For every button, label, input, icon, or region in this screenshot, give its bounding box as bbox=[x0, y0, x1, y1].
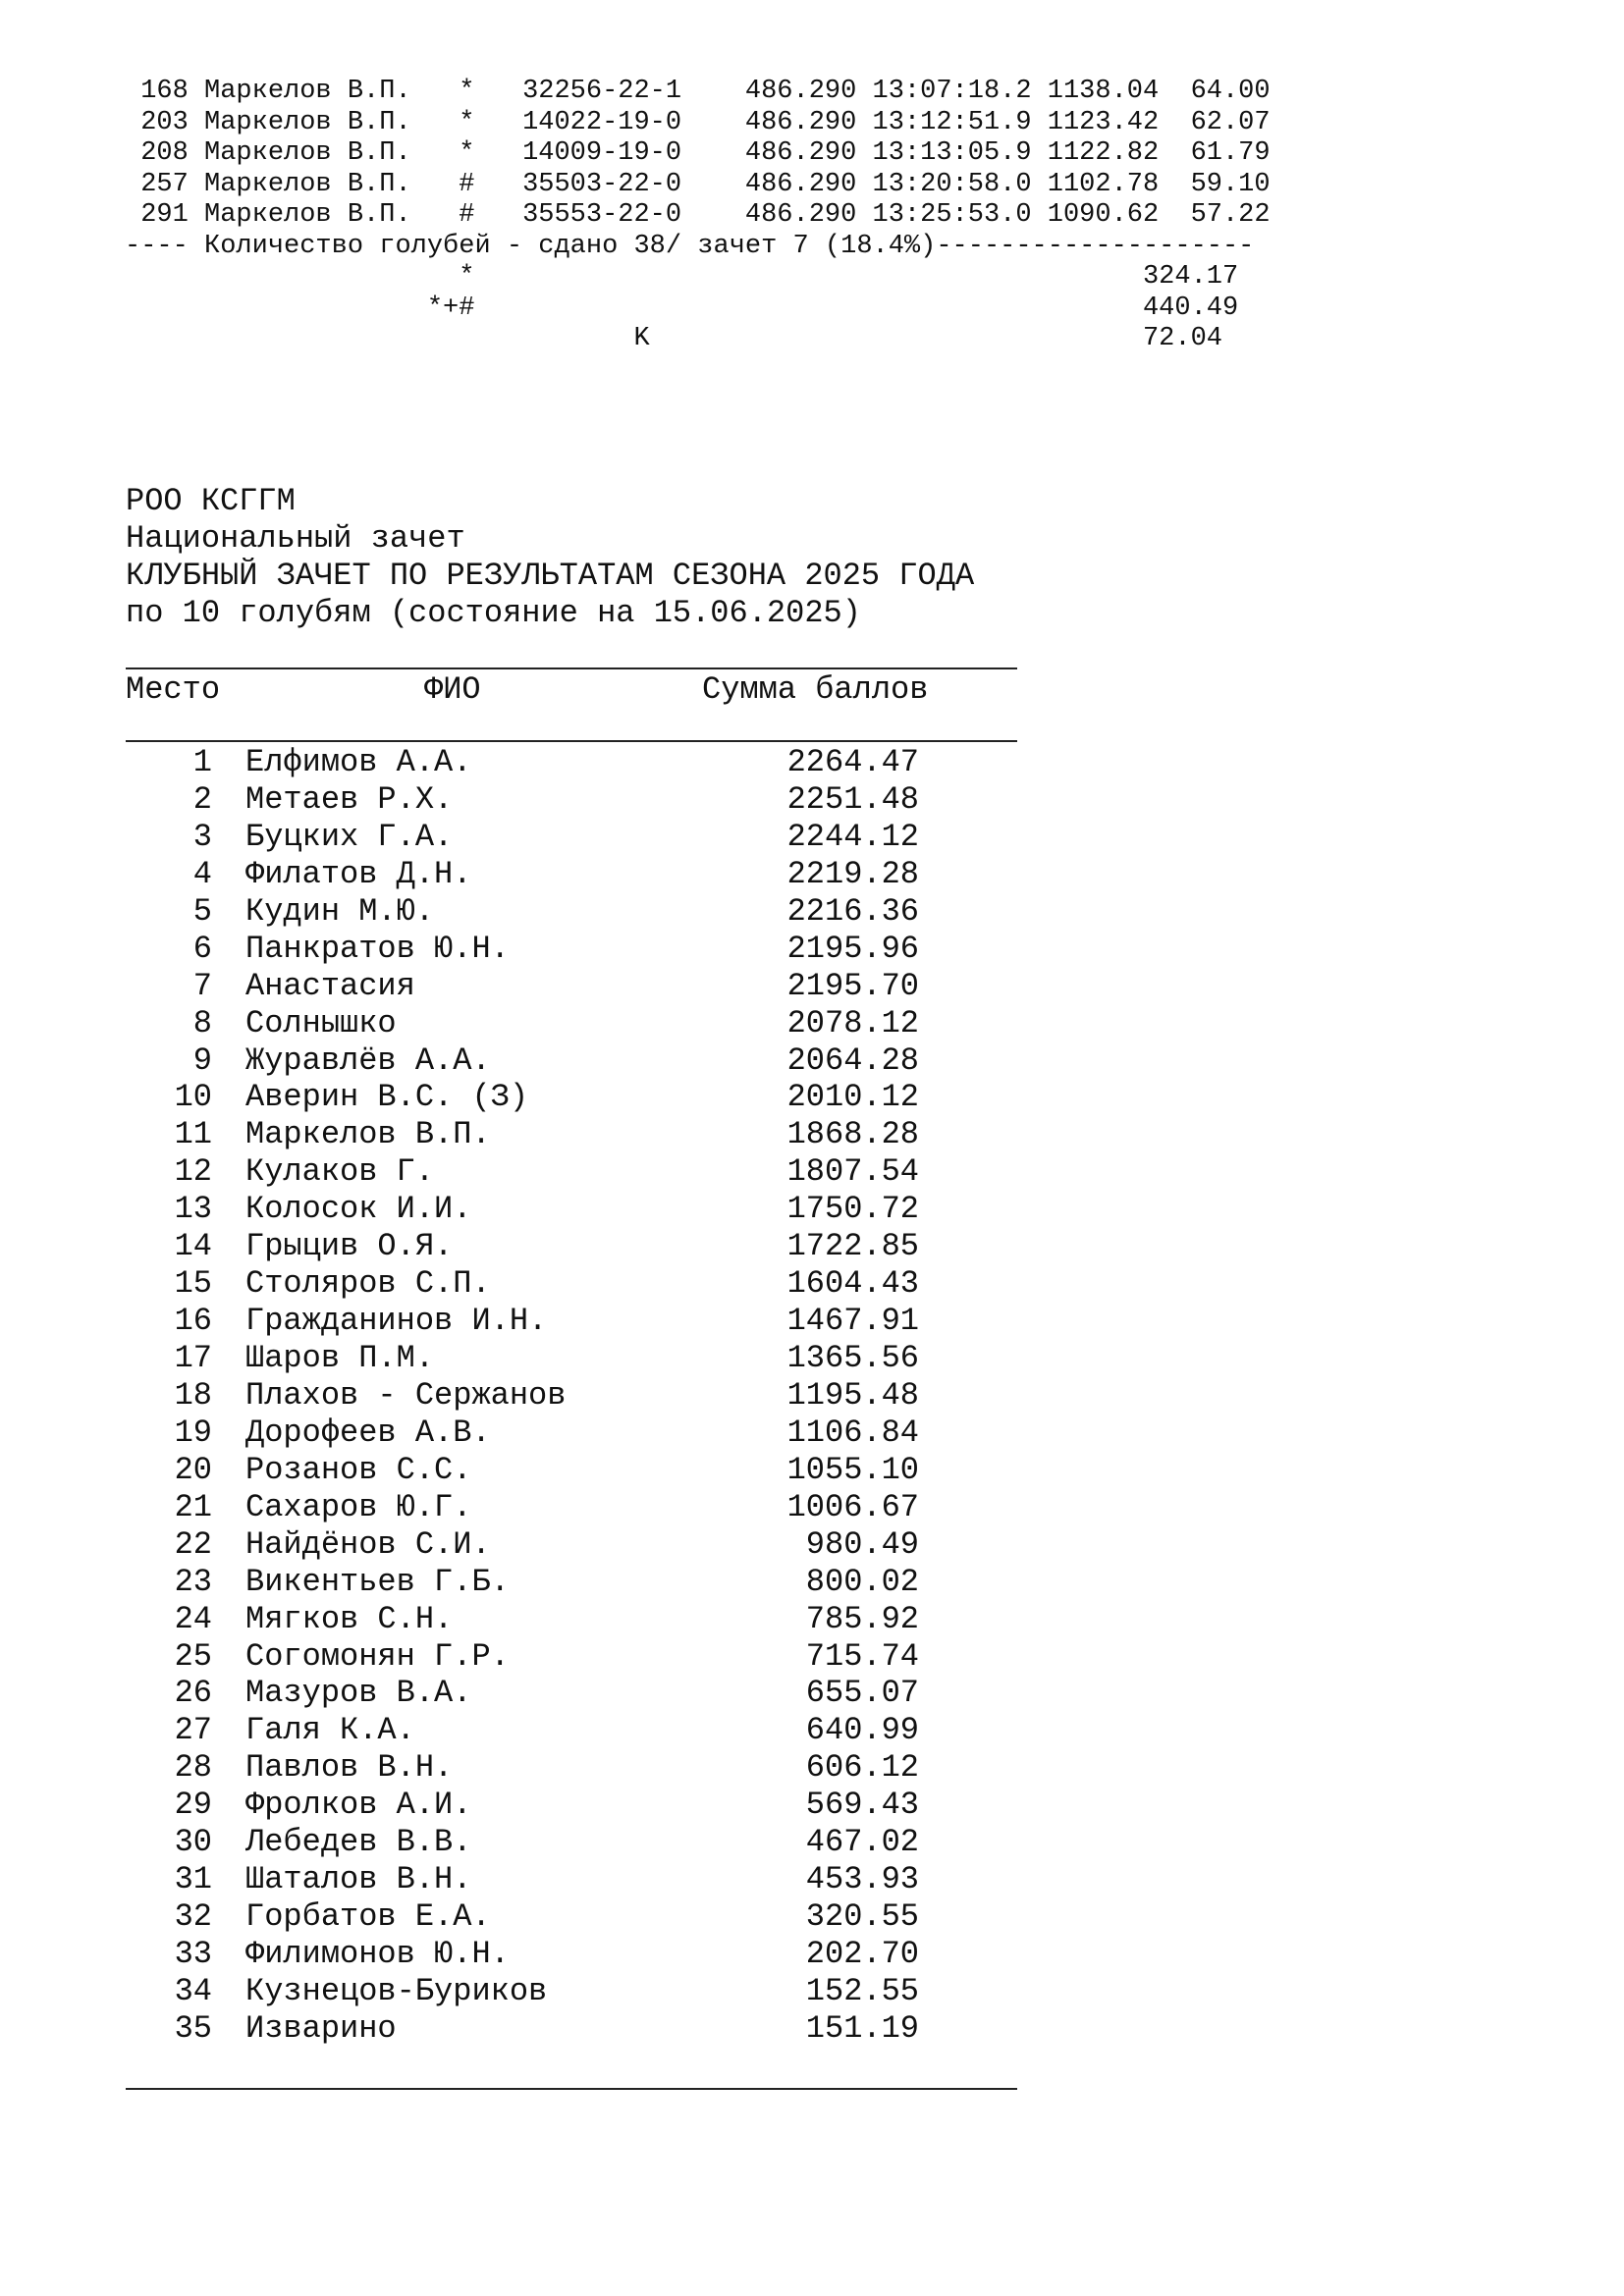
table-row bbox=[126, 1116, 1017, 1153]
total-line: K 72.04 bbox=[125, 324, 1222, 353]
table-row bbox=[126, 1005, 1017, 1042]
row-score: 2064.28 bbox=[786, 1041, 919, 1079]
row-name: Викентьев Г.Б. bbox=[245, 1563, 510, 1600]
race-results-listing bbox=[125, 77, 1271, 355]
row-name: Шаталов В.Н. bbox=[245, 1861, 472, 1898]
table-row bbox=[126, 1452, 1017, 1489]
row-name: Мазуров В.А. bbox=[245, 1675, 472, 1712]
row-score: 1365.56 bbox=[786, 1340, 919, 1376]
row-score: 785.92 bbox=[805, 1600, 919, 1637]
row-name: Солнышко bbox=[245, 1004, 397, 1041]
row-name: Филимонов Ю.Н. bbox=[245, 1936, 510, 1972]
row-name: Плахов - Сержанов bbox=[245, 1376, 567, 1414]
table-row bbox=[126, 744, 1017, 781]
row-name: Метаев Р.Х. bbox=[245, 780, 454, 818]
table-row bbox=[126, 1079, 1017, 1116]
result-row: 203 Маркелов В.П. * 14022-19-0 486.290 13:12:51.9 1123.42 62.07 bbox=[125, 107, 1271, 137]
row-name: Елфимов А.А. bbox=[245, 744, 472, 780]
table-row bbox=[126, 1898, 1017, 1936]
row-score: 800.02 bbox=[805, 1563, 919, 1600]
row-place: 34 bbox=[174, 1972, 212, 2009]
row-score: 1807.54 bbox=[786, 1153, 919, 1191]
table-row bbox=[126, 1191, 1017, 1228]
row-name: Кудин М.Ю. bbox=[245, 892, 435, 930]
result-row: 168 Маркелов В.П. * 32256-22-1 486.290 13:07:18.2 1138.04 64.00 bbox=[125, 77, 1271, 106]
pigeon-count-line: ---- Количество голубей - сдано 38/ зачет 7 (18.4%)-------------------- bbox=[125, 231, 1255, 261]
total-line: * 324.17 bbox=[125, 262, 1239, 292]
table-row bbox=[126, 1936, 1017, 1973]
row-place: 16 bbox=[174, 1303, 212, 1340]
column-header-score: Сумма баллов bbox=[702, 671, 929, 708]
row-score: 715.74 bbox=[805, 1637, 919, 1675]
row-score: 980.49 bbox=[805, 1525, 919, 1563]
table-row bbox=[126, 1526, 1017, 1564]
row-name: Аверин В.С. (З) bbox=[245, 1079, 529, 1116]
table-row bbox=[126, 1824, 1017, 1861]
table-row bbox=[126, 1042, 1017, 1080]
row-score: 1106.84 bbox=[786, 1414, 919, 1451]
result-row: 257 Маркелов В.П. # 35503-22-0 486.290 13:20:58.0 1102.78 59.10 bbox=[125, 169, 1271, 199]
row-place: 22 bbox=[174, 1525, 212, 1563]
table-row bbox=[126, 1228, 1017, 1265]
row-place: 26 bbox=[174, 1675, 212, 1712]
table-row bbox=[126, 819, 1017, 856]
standings-subtitle: Национальный зачет bbox=[126, 520, 465, 557]
table-row bbox=[126, 1861, 1017, 1898]
row-place: 19 bbox=[174, 1414, 212, 1451]
row-place: 1 bbox=[192, 744, 212, 780]
row-place: 29 bbox=[174, 1787, 212, 1824]
result-row: 291 Маркелов В.П. # 35553-22-0 486.290 13:25:53.0 1090.62 57.22 bbox=[125, 200, 1271, 230]
row-score: 640.99 bbox=[805, 1712, 919, 1749]
row-name: Сахаров Ю.Г. bbox=[245, 1488, 472, 1525]
organization-name: РОО КСГГМ bbox=[126, 483, 296, 519]
row-name: Столяров С.П. bbox=[245, 1265, 491, 1303]
row-name: Лебедев В.В. bbox=[245, 1824, 472, 1861]
table-row bbox=[126, 781, 1017, 819]
row-score: 152.55 bbox=[805, 1972, 919, 2009]
row-place: 17 bbox=[174, 1340, 212, 1376]
table-row bbox=[126, 1265, 1017, 1303]
row-place: 33 bbox=[174, 1936, 212, 1972]
table-header-rule bbox=[126, 740, 1017, 742]
row-place: 28 bbox=[174, 1749, 212, 1787]
row-score: 320.55 bbox=[805, 1898, 919, 1936]
row-place: 14 bbox=[174, 1228, 212, 1265]
row-score: 453.93 bbox=[805, 1861, 919, 1898]
row-place: 11 bbox=[174, 1116, 212, 1153]
row-score: 1006.67 bbox=[786, 1488, 919, 1525]
table-row bbox=[126, 893, 1017, 931]
table-row bbox=[126, 1973, 1017, 2010]
row-score: 2251.48 bbox=[786, 780, 919, 818]
row-score: 467.02 bbox=[805, 1824, 919, 1861]
row-place: 35 bbox=[174, 2009, 212, 2047]
row-score: 1195.48 bbox=[786, 1376, 919, 1414]
row-name: Буцких Г.А. bbox=[245, 818, 454, 855]
table-row bbox=[126, 1303, 1017, 1340]
row-place: 32 bbox=[174, 1898, 212, 1936]
row-place: 25 bbox=[174, 1637, 212, 1675]
row-score: 606.12 bbox=[805, 1749, 919, 1787]
row-name: Колосок И.И. bbox=[245, 1191, 472, 1228]
row-score: 2195.96 bbox=[786, 930, 919, 967]
row-place: 20 bbox=[174, 1451, 212, 1488]
table-row bbox=[126, 1675, 1017, 1712]
table-row bbox=[126, 2010, 1017, 2048]
row-name: Шаров П.М. bbox=[245, 1340, 435, 1376]
row-place: 27 bbox=[174, 1712, 212, 1749]
row-place: 15 bbox=[174, 1265, 212, 1303]
row-name: Грыцив О.Я. bbox=[245, 1228, 454, 1265]
row-score: 1868.28 bbox=[786, 1116, 919, 1153]
row-place: 6 bbox=[192, 930, 212, 967]
row-place: 9 bbox=[192, 1041, 212, 1079]
row-place: 24 bbox=[174, 1600, 212, 1637]
column-header-place: Место bbox=[126, 671, 221, 708]
table-row bbox=[126, 1415, 1017, 1452]
standings-table bbox=[126, 744, 1017, 2048]
column-header-name: ФИО bbox=[424, 671, 481, 708]
table-row bbox=[126, 1489, 1017, 1526]
row-name: Анастасия bbox=[245, 967, 415, 1004]
row-name: Фролков А.И. bbox=[245, 1787, 472, 1824]
row-name: Согомонян Г.Р. bbox=[245, 1637, 510, 1675]
row-place: 4 bbox=[192, 855, 212, 892]
row-name: Павлов В.Н. bbox=[245, 1749, 454, 1787]
table-row bbox=[126, 1787, 1017, 1824]
row-score: 2264.47 bbox=[786, 744, 919, 780]
table-row bbox=[126, 1638, 1017, 1676]
row-name: Журавлёв А.А. bbox=[245, 1041, 491, 1079]
row-place: 10 bbox=[174, 1079, 212, 1116]
standings-title: КЛУБНЫЙ ЗАЧЕТ ПО РЕЗУЛЬТАТАМ СЕЗОНА 2025 ГОДА bbox=[126, 558, 975, 594]
row-place: 13 bbox=[174, 1191, 212, 1228]
row-name: Мягков С.Н. bbox=[245, 1600, 454, 1637]
row-place: 12 bbox=[174, 1153, 212, 1191]
result-row: 208 Маркелов В.П. * 14009-19-0 486.290 13:13:05.9 1122.82 61.79 bbox=[125, 138, 1271, 168]
row-name: Дорофеев А.В. bbox=[245, 1414, 491, 1451]
row-place: 23 bbox=[174, 1563, 212, 1600]
row-score: 1467.91 bbox=[786, 1303, 919, 1340]
row-score: 2195.70 bbox=[786, 967, 919, 1004]
club-standings-header bbox=[126, 483, 974, 632]
row-score: 2244.12 bbox=[786, 818, 919, 855]
row-score: 2219.28 bbox=[786, 855, 919, 892]
table-row bbox=[126, 931, 1017, 968]
row-score: 1055.10 bbox=[786, 1451, 919, 1488]
table-row bbox=[126, 1340, 1017, 1377]
total-line: *+# 440.49 bbox=[125, 293, 1239, 323]
row-score: 655.07 bbox=[805, 1675, 919, 1712]
table-bottom-rule bbox=[126, 2088, 1017, 2090]
row-place: 18 bbox=[174, 1376, 212, 1414]
table-row bbox=[126, 1601, 1017, 1638]
row-score: 2010.12 bbox=[786, 1079, 919, 1116]
row-place: 30 bbox=[174, 1824, 212, 1861]
row-name: Маркелов В.П. bbox=[245, 1116, 491, 1153]
row-score: 1604.43 bbox=[786, 1265, 919, 1303]
row-name: Найдёнов С.И. bbox=[245, 1525, 491, 1563]
row-place: 8 bbox=[192, 1004, 212, 1041]
row-place: 21 bbox=[174, 1488, 212, 1525]
row-place: 7 bbox=[192, 967, 212, 1004]
table-row bbox=[126, 1712, 1017, 1749]
row-name: Розанов С.С. bbox=[245, 1451, 472, 1488]
row-score: 2216.36 bbox=[786, 892, 919, 930]
table-row bbox=[126, 1377, 1017, 1415]
row-score: 1750.72 bbox=[786, 1191, 919, 1228]
row-score: 151.19 bbox=[805, 2009, 919, 2047]
row-place: 5 bbox=[192, 892, 212, 930]
row-name: Горбатов Е.А. bbox=[245, 1898, 491, 1936]
row-score: 1722.85 bbox=[786, 1228, 919, 1265]
table-row bbox=[126, 968, 1017, 1005]
row-name: Гражданинов И.Н. bbox=[245, 1303, 548, 1340]
row-name: Галя К.А. bbox=[245, 1712, 415, 1749]
row-score: 2078.12 bbox=[786, 1004, 919, 1041]
standings-scope: по 10 голубям (состояние на 15.06.2025) bbox=[126, 595, 861, 631]
row-name: Изварино bbox=[245, 2009, 397, 2047]
row-score: 569.43 bbox=[805, 1787, 919, 1824]
row-name: Кулаков Г. bbox=[245, 1153, 435, 1191]
table-row bbox=[126, 856, 1017, 893]
table-row bbox=[126, 1153, 1017, 1191]
row-place: 31 bbox=[174, 1861, 212, 1898]
table-row bbox=[126, 1564, 1017, 1601]
row-score: 202.70 bbox=[805, 1936, 919, 1972]
table-row bbox=[126, 1749, 1017, 1787]
row-place: 3 bbox=[192, 818, 212, 855]
row-name: Филатов Д.Н. bbox=[245, 855, 472, 892]
row-name: Кузнецов-Буриков bbox=[245, 1972, 548, 2009]
row-name: Панкратов Ю.Н. bbox=[245, 930, 510, 967]
row-place: 2 bbox=[192, 780, 212, 818]
table-top-rule bbox=[126, 667, 1017, 669]
